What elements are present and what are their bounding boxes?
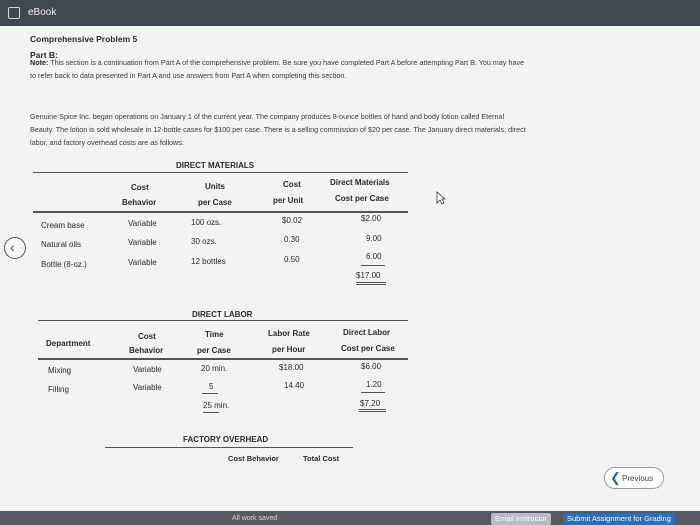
dl-header-total-2: Cost per Case: [341, 344, 395, 353]
book-icon: [8, 7, 20, 19]
dl-row-time: 20 min.: [201, 364, 228, 373]
dm-row-units: 30 ozs.: [191, 237, 217, 246]
dm-header-total: Direct Materials: [330, 178, 390, 187]
fo-title: FACTORY OVERHEAD: [183, 435, 269, 444]
dl-row-dept: Mixing: [48, 366, 72, 375]
dl-top-rule: [38, 320, 408, 321]
dl-row-rate: $18.00: [279, 363, 304, 372]
fo-header-total: Total Cost: [303, 454, 340, 463]
previous-button[interactable]: [604, 467, 664, 489]
dl-row-behavior: Variable: [133, 383, 162, 392]
dl-header-behavior: Cost: [138, 332, 156, 341]
note-paragraph: Note: This section is a continuation from Part A of the comprehensive problem. Be sure you have completed Part A before attempting Part B. You may have to refer back to data presented in Part A and use answers from Part A when completing this section.: [30, 58, 525, 80]
dm-row-units: 12 bottles: [191, 257, 226, 266]
dm-header-cost: Cost: [283, 180, 301, 189]
previous-label: Previous: [622, 474, 654, 483]
dl-header-rate: Labor Rate: [268, 329, 310, 338]
dl-row-time: 5: [209, 382, 214, 391]
content-area: [0, 26, 700, 511]
dl-header-time: Time: [205, 330, 224, 339]
dl-row-dept: Filling: [48, 385, 69, 394]
fo-top-rule: [105, 447, 353, 448]
dm-header-units: Units: [205, 182, 225, 191]
dl-row-behavior: Variable: [133, 365, 162, 374]
dm-row-item: Natural oils: [41, 240, 82, 249]
problem-title: Comprehensive Problem 5: [30, 34, 138, 44]
dm-header-rule: [33, 211, 408, 213]
dl-time-total: 25 min.: [203, 401, 230, 410]
chevron-left-icon: ❮: [610, 470, 621, 485]
dm-row-cost: 0.30: [284, 235, 300, 244]
dl-row-total: 1.20: [366, 380, 382, 389]
dl-header-rate-2: per Hour: [272, 345, 306, 354]
dl-header-behavior-2: Behavior: [129, 346, 164, 355]
dm-row-units: 100 ozs.: [191, 218, 222, 227]
dm-total-rule-1: [356, 282, 386, 283]
dm-grand-total: $17.00: [356, 271, 381, 280]
dm-total-rule-2: [356, 284, 386, 285]
dl-row-total: $6.00: [361, 362, 382, 371]
fo-header-behavior: Cost Behavior: [228, 454, 279, 463]
email-instructor-button[interactable]: Email Instructor: [491, 513, 551, 525]
intro-paragraph: Genuine Spice Inc. began operations on January 1 of the current year. The company produces 8-ounce bottles of hand and body lotion called Eternal Beauty. The lotion is sold wholesale in 12-bottle cases for $100 per case. There is a selling commission of $20 per case. The January direct materials, direct labor, and factory overhead costs are as follows:: [30, 112, 526, 147]
dm-header-behavior-2: Behavior: [122, 198, 157, 207]
dm-header-behavior: Cost: [131, 183, 149, 192]
chevron-left-icon: ‹: [10, 239, 15, 255]
dl-header-time-2: per Case: [197, 346, 231, 355]
dm-row-behavior: Variable: [128, 219, 157, 228]
dl-time-subtotal-rule: [202, 393, 218, 394]
dm-header-cost-2: per Unit: [273, 196, 304, 205]
dm-row-cost: 0.50: [284, 255, 300, 264]
dl-header-rule: [38, 358, 408, 360]
dm-subtotal-rule: [361, 265, 385, 266]
dm-row-behavior: Variable: [128, 238, 157, 247]
dm-row-item: Cream base: [41, 221, 85, 230]
dm-header-total-2: Cost per Case: [335, 194, 389, 203]
mouse-cursor-icon: [436, 191, 446, 205]
dl-total-rule-1: [359, 409, 386, 410]
dl-total-rule-2: [359, 411, 386, 412]
window-title: eBook: [28, 7, 57, 18]
dm-title: DIRECT MATERIALS: [176, 161, 255, 170]
dl-header-department: Department: [46, 339, 91, 348]
part-label: Part B:: [30, 50, 58, 60]
save-status: All work saved: [232, 515, 278, 522]
dm-row-item: Bottle (8-oz.): [41, 260, 87, 269]
dl-header-total: Direct Labor: [343, 328, 391, 337]
dm-top-rule: [33, 172, 408, 173]
dm-row-cost: $0.02: [282, 216, 303, 225]
title-bar: [0, 0, 700, 26]
dm-row-behavior: Variable: [128, 258, 157, 267]
dm-row-total: $2.00: [361, 214, 382, 223]
dl-grand-total: $7.20: [360, 399, 381, 408]
dl-subtotal-rule: [361, 392, 385, 393]
prev-arrow-button[interactable]: [4, 237, 26, 259]
dm-header-units-2: per Case: [198, 198, 232, 207]
dm-row-total: 9.00: [366, 234, 382, 243]
dl-title: DIRECT LABOR: [192, 310, 253, 319]
submit-assignment-button[interactable]: Submit Assignment for Grading: [563, 513, 675, 525]
dl-time-total-rule: [203, 412, 219, 413]
dm-row-total: 6.00: [366, 252, 382, 261]
dl-row-rate: 14.40: [284, 381, 305, 390]
